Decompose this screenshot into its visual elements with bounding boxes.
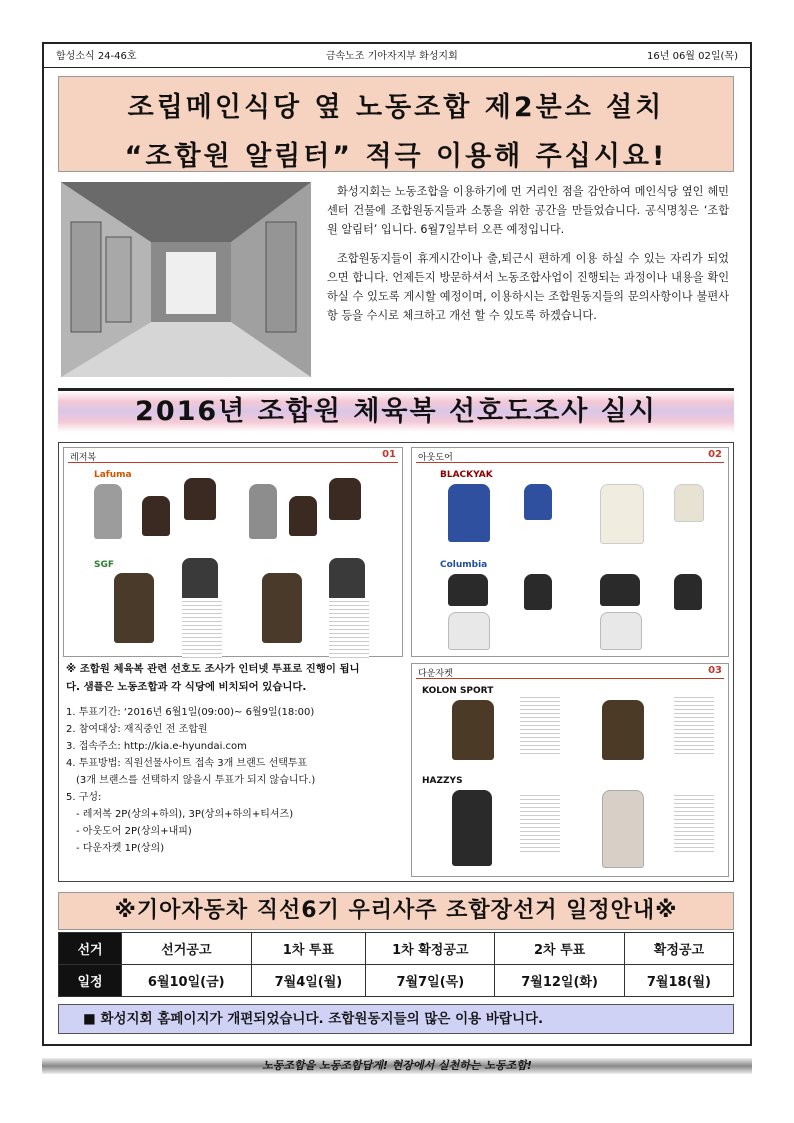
spec-sheet [520, 792, 560, 852]
table-row [59, 933, 734, 965]
spec-sheet [520, 694, 560, 754]
apparel-image [524, 484, 552, 520]
schedule-header: 1차 확정공고 [366, 933, 495, 965]
schedule-header: 확정공고 [624, 933, 733, 965]
catalog-panel-outdoor [411, 447, 729, 657]
apparel-image [602, 790, 644, 868]
apparel-image [452, 700, 494, 760]
schedule-date: 7월7일(목) [366, 965, 495, 997]
apparel-image [262, 573, 302, 643]
notice-item: (3개 브랜스를 선택하지 않을시 투표가 되지 않습니다.) [76, 775, 316, 786]
brand-logo-lafuma: Lafuma [94, 470, 132, 480]
panel-number: 03 [708, 665, 722, 676]
notice-item: - 아웃도어 2P(상의+내피) [76, 826, 192, 837]
panel-title: 다운자켓 [418, 669, 453, 679]
apparel-image [600, 484, 644, 544]
apparel-image [448, 574, 488, 606]
election-section-title: ※기아자동차 직선6기 우리사주 조합장선거 일정안내※ [58, 892, 734, 930]
schedule-header: 선거공고 [122, 933, 252, 965]
catalog-panel-leisure [63, 447, 403, 657]
schedule-date: 7월12일(화) [495, 965, 625, 997]
brand-logo-hazzys: HAZZYS [422, 776, 463, 786]
brand-logo-blackyak: BLACKYAK [440, 470, 493, 480]
schedule-date: 6월10일(금) [122, 965, 252, 997]
issue-number: 함성소식 24-46호 [56, 51, 137, 62]
headline-box [58, 76, 734, 172]
union-slogan: 노동조합을 노동조합답게! 현장에서 실천하는 노동조합! [42, 1058, 752, 1074]
catalog-panel-down-jacket [411, 663, 729, 877]
publisher: 금속노조 기아자지부 화성지회 [325, 51, 458, 62]
schedule-label: 선거 [59, 933, 122, 965]
panel-divider [68, 462, 398, 463]
notice-item: 4. 투표방법: 직원선물사이트 접속 3개 브랜드 선택투표 [66, 758, 308, 769]
apparel-image [249, 484, 277, 539]
apparel-image [524, 574, 552, 610]
panel-number: 01 [382, 449, 396, 460]
survey-section-title: 2016년 조합원 체육복 선호도조사 실시 [58, 388, 734, 432]
apparel-image [600, 612, 642, 650]
notice-item: 1. 투표기간: ‘2016년 6월1일(09:00)~ 6월9일(18:00) [66, 707, 315, 718]
brand-logo-sgf: SGF [94, 560, 115, 570]
schedule-header: 1차 투표 [251, 933, 366, 965]
schedule-header: 2차 투표 [495, 933, 625, 965]
notice-item: 3. 접속주소: http://kia.e-hyundai.com [66, 741, 247, 752]
apparel-image [674, 484, 704, 522]
panel-title: 레저복 [70, 453, 97, 463]
apparel-image [600, 574, 640, 606]
apparel-image [448, 612, 490, 650]
intro-paragraph-2: 조합원동지들이 휴게시간이나 출,퇴근시 편하게 이용 하실 수 있는 자리가 되었으면 합니다. 언제든지 방문하셔서 노동조합사업이 진행되는 과정이나 내용을 확인하실 수 있도록 게시할 예정이며, 이용하시는 조합원동지들의 문의사항이나 불편사항 등을 수시로 체크하고 개선 할 수 있도록 하겠습니다. [327, 252, 729, 322]
headline-line-1: 조립메인식당 옆 노동조합 제2분소 설치 [127, 92, 665, 123]
schedule-label: 일정 [59, 965, 122, 997]
spec-sheet [674, 694, 714, 754]
apparel-image [114, 573, 154, 643]
homepage-notice: ■ 화성지회 홈페이지가 개편되었습니다. 조합원동지들의 많은 이용 바랍니다. [58, 1004, 734, 1034]
panel-number: 02 [708, 449, 722, 460]
notice-item: 5. 구성: [66, 792, 102, 803]
election-schedule-table [58, 932, 734, 997]
hallway-photo [61, 182, 311, 377]
newsletter-header [42, 42, 752, 68]
panel-title: 아웃도어 [418, 453, 453, 463]
issue-date: 16년 06월 02일(목) [647, 51, 738, 62]
brand-logo-kolon-sport: KOLON SPORT [422, 686, 494, 696]
schedule-date: 7월4일(월) [251, 965, 366, 997]
apparel-image [289, 496, 317, 536]
spec-sheet [329, 598, 369, 658]
headline-line-2: “조합원 알림터” 적극 이용해 주십시요! [124, 141, 668, 172]
hallway-photo-illustration [61, 182, 311, 377]
notice-item: 2. 참여대상: 재직중인 전 조합원 [66, 724, 208, 735]
survey-notice [66, 660, 366, 857]
apparel-image [182, 558, 218, 600]
apparel-image [452, 790, 492, 866]
apparel-image [329, 558, 365, 600]
apparel-image [674, 574, 702, 610]
panel-divider [416, 678, 724, 679]
notice-item: - 레저복 2P(상의+하의), 3P(상의+하의+티셔즈) [76, 809, 294, 820]
notice-item: - 다운자켓 1P(상의) [76, 843, 165, 854]
apparel-image [329, 478, 361, 520]
apparel-image [94, 484, 122, 539]
panel-divider [416, 462, 724, 463]
apparel-image [448, 484, 490, 542]
notice-lead: ※ 조합원 체육복 관련 선호도 조사가 인터넷 투표로 진행이 됩니다. 샘플은 노동조합과 각 식당에 비치되어 있습니다. [66, 663, 360, 693]
apparel-image [602, 700, 644, 760]
spec-sheet [674, 792, 714, 852]
intro-text [327, 182, 729, 335]
table-row [59, 965, 734, 997]
apparel-image [142, 496, 170, 536]
schedule-date: 7월18(월) [624, 965, 733, 997]
apparel-image [184, 478, 216, 520]
brand-logo-columbia: Columbia [440, 560, 488, 570]
intro-paragraph-1: 화성지회는 노동조합을 이용하기에 먼 거리인 점을 감안하여 메인식당 옆인 헤민센터 건물에 조합원동지들과 소통을 위한 공간을 만들었습니다. 공식명칭은 ‘조합원 알림터’ 입니다. 6월7일부터 오픈 예정입니다. [327, 185, 729, 236]
notice-list [66, 704, 366, 857]
spec-sheet [182, 598, 222, 658]
